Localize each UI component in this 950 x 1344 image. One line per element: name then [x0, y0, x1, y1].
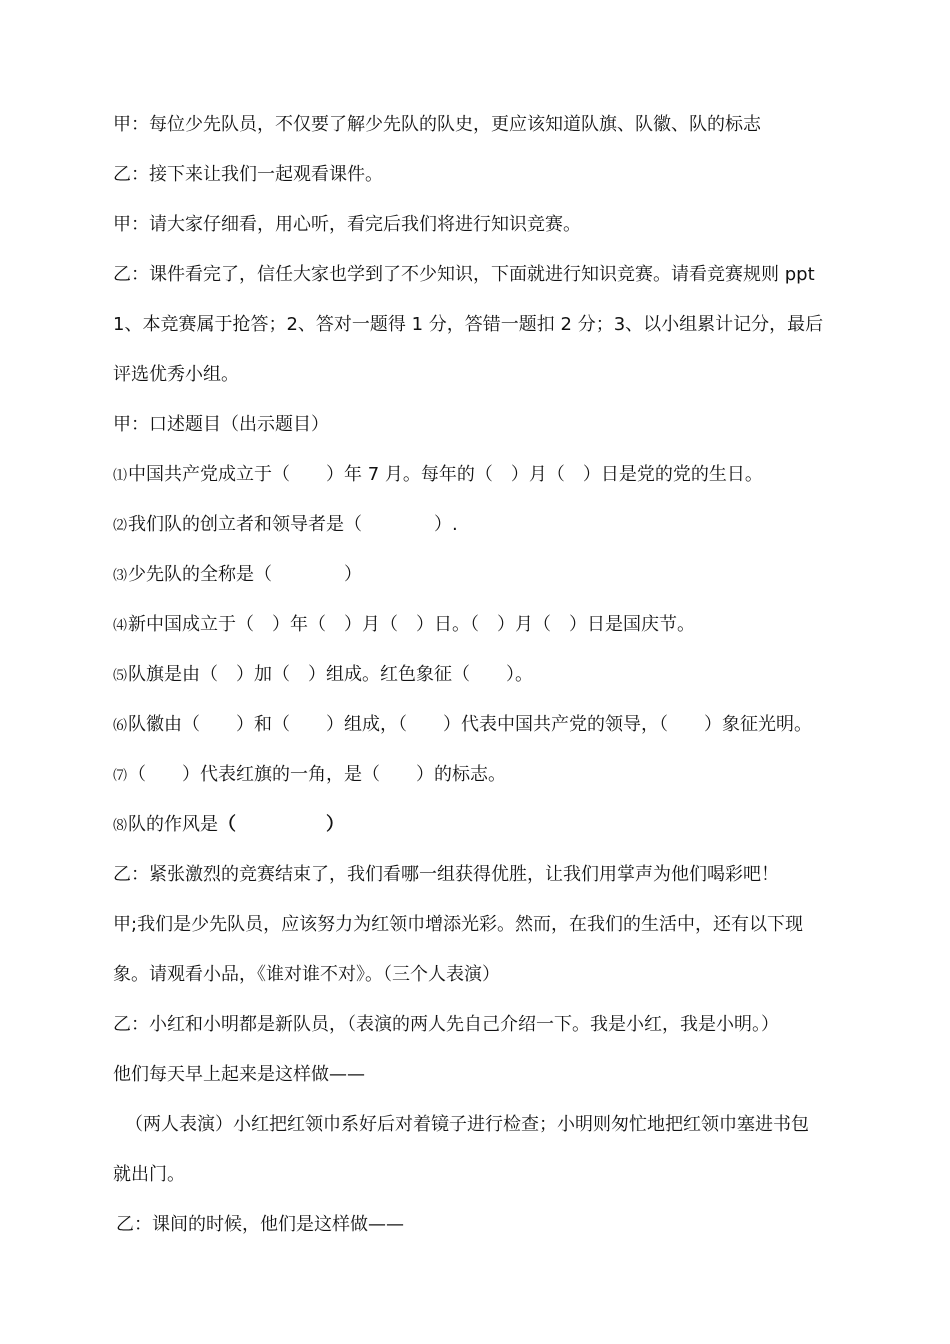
question-number: ⑺ — [113, 768, 127, 784]
question-blank: （ ） — [218, 814, 344, 835]
question-number: ⑵ — [113, 518, 127, 534]
line-text: 评选优秀小组。 — [113, 364, 239, 385]
question-2 — [113, 507, 873, 557]
question-number: ⑹ — [113, 718, 127, 734]
question-text: 队徽由（ ）和（ ）组成，（ ）代表中国共产党的领导，（ ）象征光明。 — [128, 714, 812, 735]
question-text: 队的作风是 — [128, 814, 218, 835]
line-text: 甲：每位少先队员，不仅要了解少先队的队史，更应该知道队旗、队徽、队的标志 — [113, 114, 761, 135]
question-text: 中国共产党成立于（ ）年 7 月。每年的（ ）月（ ）日是党的党的生日。 — [128, 464, 763, 485]
question-7 — [113, 757, 873, 807]
line-text: 1、本竞赛属于抢答；2、答对一题得 1 分，答错一题扣 2 分；3、以小组累计记分，最后 — [113, 314, 824, 335]
line-text: 乙：紧张激烈的竞赛结束了，我们看哪一组获得优胜，让我们用掌声为他们喝彩吧！ — [113, 864, 779, 885]
line-text: 他们每天早上起来是这样做—— — [113, 1064, 365, 1085]
line-text: 乙：小红和小明都是新队员，（表演的两人先自己介绍一下。我是小红，我是小明。） — [113, 1014, 779, 1035]
line-19 — [113, 1007, 873, 1057]
question-5 — [113, 657, 873, 707]
question-number: ⑻ — [113, 818, 127, 834]
line-text: （两人表演）小红把红领巾系好后对着镜子进行检查；小明则匆忙地把红领巾塞进书包 — [125, 1114, 809, 1135]
line-1 — [113, 107, 873, 157]
line-text: 甲：口述题目（出示题目） — [113, 414, 329, 435]
line-text: 就出门。 — [113, 1164, 185, 1185]
line-16 — [113, 857, 873, 907]
line-18 — [113, 957, 873, 1007]
line-text: 乙：课间的时候，他们是这样做—— — [116, 1214, 404, 1235]
question-text: 我们队的创立者和领导者是（ ）. — [128, 514, 458, 535]
line-4 — [113, 257, 873, 307]
line-text: 乙：课件看完了，信任大家也学到了不少知识，下面就进行知识竞赛。请看竞赛规则 ppt — [113, 264, 815, 285]
line-3 — [113, 207, 873, 257]
question-text: 新中国成立于（ ）年（ ）月（ ）日。（ ）月（ ）日是国庆节。 — [128, 614, 695, 635]
question-6 — [113, 707, 873, 757]
line-text: 象。请观看小品，《谁对谁不对》。（三个人表演） — [113, 964, 500, 985]
line-6 — [113, 357, 873, 407]
line-2 — [113, 157, 873, 207]
line-text: 甲;我们是少先队员，应该努力为红领巾增添光彩。然而，在我们的生活中，还有以下现 — [113, 914, 804, 935]
line-22 — [113, 1157, 873, 1207]
question-text: 队旗是由（ ）加（ ）组成。红色象征（ ）。 — [128, 664, 533, 685]
line-23 — [113, 1207, 873, 1257]
line-5 — [113, 307, 873, 357]
question-number: ⑶ — [113, 568, 127, 584]
question-number: ⑸ — [113, 668, 127, 684]
line-text: 乙：接下来让我们一起观看课件。 — [113, 164, 383, 185]
question-number: ⑴ — [113, 468, 127, 484]
question-number: ⑷ — [113, 618, 127, 634]
line-20 — [113, 1057, 873, 1107]
question-text: （ ）代表红旗的一角，是（ ）的标志。 — [128, 764, 506, 785]
line-text: 甲：请大家仔细看，用心听，看完后我们将进行知识竞赛。 — [113, 214, 581, 235]
question-8 — [113, 807, 873, 857]
question-1 — [113, 457, 873, 507]
question-4 — [113, 607, 873, 657]
question-3 — [113, 557, 873, 607]
question-text: 少先队的全称是（ ） — [128, 564, 362, 585]
line-7 — [113, 407, 873, 457]
line-17 — [113, 907, 873, 957]
line-21 — [113, 1107, 873, 1157]
document-body — [113, 107, 873, 1257]
